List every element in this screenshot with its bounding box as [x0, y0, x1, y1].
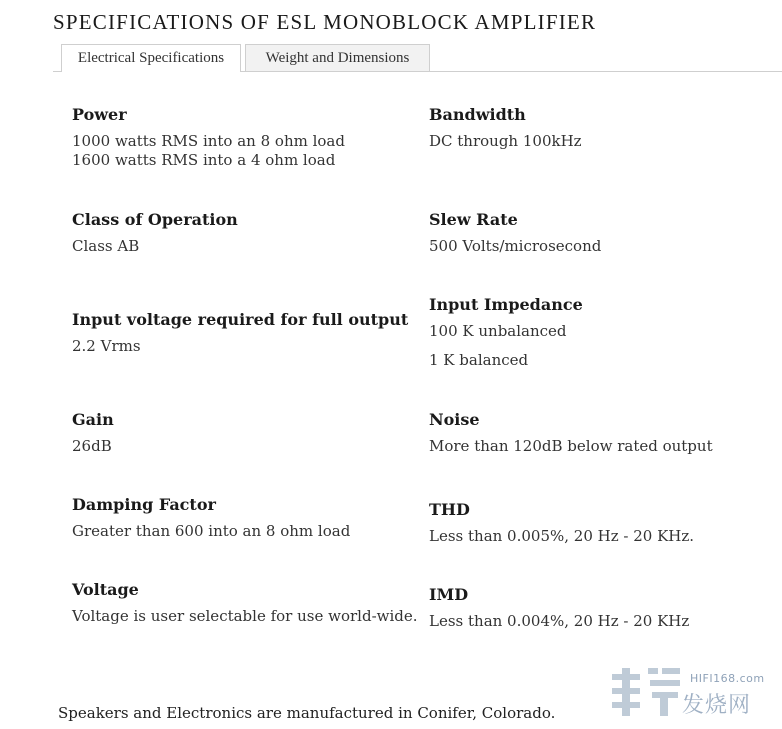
- spec-value: 1 K balanced: [429, 351, 529, 369]
- spec-value: 1000 watts RMS into an 8 ohm load: [72, 132, 345, 150]
- spec-value: 2.2 Vrms: [72, 337, 141, 355]
- spec-value: 26dB: [72, 437, 112, 455]
- spec-value: Greater than 600 into an 8 ohm load: [72, 522, 351, 540]
- spec-value: 500 Volts/microsecond: [429, 237, 602, 255]
- spec-label: Bandwidth: [429, 105, 526, 124]
- tab-electrical-specifications[interactable]: Electrical Specifications: [61, 44, 241, 72]
- spec-label: Noise: [429, 410, 480, 429]
- spec-value: 100 K unbalanced: [429, 322, 567, 340]
- tab-weight-and-dimensions[interactable]: Weight and Dimensions: [245, 44, 430, 71]
- spec-label: Gain: [72, 410, 114, 429]
- tab-bar: [53, 44, 782, 72]
- spec-label: Power: [72, 105, 127, 124]
- spec-label: Class of Operation: [72, 210, 238, 229]
- spec-label: Input voltage required for full output: [72, 310, 409, 329]
- spec-label: Input Impedance: [429, 295, 583, 314]
- spec-slew-rate: [429, 210, 601, 255]
- spec-value: DC through 100kHz: [429, 132, 582, 150]
- spec-gain: [72, 410, 114, 455]
- spec-value: Class AB: [72, 237, 140, 255]
- spec-power: [72, 105, 345, 169]
- spec-thd: [429, 500, 694, 545]
- spec-value: 1600 watts RMS into a 4 ohm load: [72, 151, 336, 169]
- spec-label: IMD: [429, 585, 469, 604]
- spec-noise: [429, 410, 713, 455]
- spec-class-of-operation: [72, 210, 238, 255]
- spec-input-impedance: [429, 295, 583, 369]
- spec-damping-factor: [72, 495, 350, 540]
- watermark-site: HIFI168.com: [690, 672, 765, 685]
- spec-label: THD: [429, 500, 470, 519]
- spec-label: Slew Rate: [429, 210, 518, 229]
- watermark-name: 发烧网: [682, 693, 752, 718]
- spec-imd: [429, 585, 689, 630]
- footer-text: Speakers and Electronics are manufactured in Conifer, Colorado.: [58, 704, 556, 722]
- spec-value: Voltage is user selectable for use world-wide.: [72, 607, 418, 625]
- spec-label: Voltage: [72, 580, 139, 599]
- spec-value: Less than 0.005%, 20 Hz - 20 KHz.: [429, 527, 695, 545]
- spec-input-voltage: [72, 310, 408, 355]
- spec-voltage: [72, 580, 418, 625]
- spec-value: More than 120dB below rated output: [429, 437, 713, 455]
- spec-bandwidth: [429, 105, 582, 150]
- spec-label: Damping Factor: [72, 495, 216, 514]
- spec-value: Less than 0.004%, 20 Hz - 20 KHz: [429, 612, 690, 630]
- page-title: SPECIFICATIONS OF ESL MONOBLOCK AMPLIFIER: [53, 10, 597, 34]
